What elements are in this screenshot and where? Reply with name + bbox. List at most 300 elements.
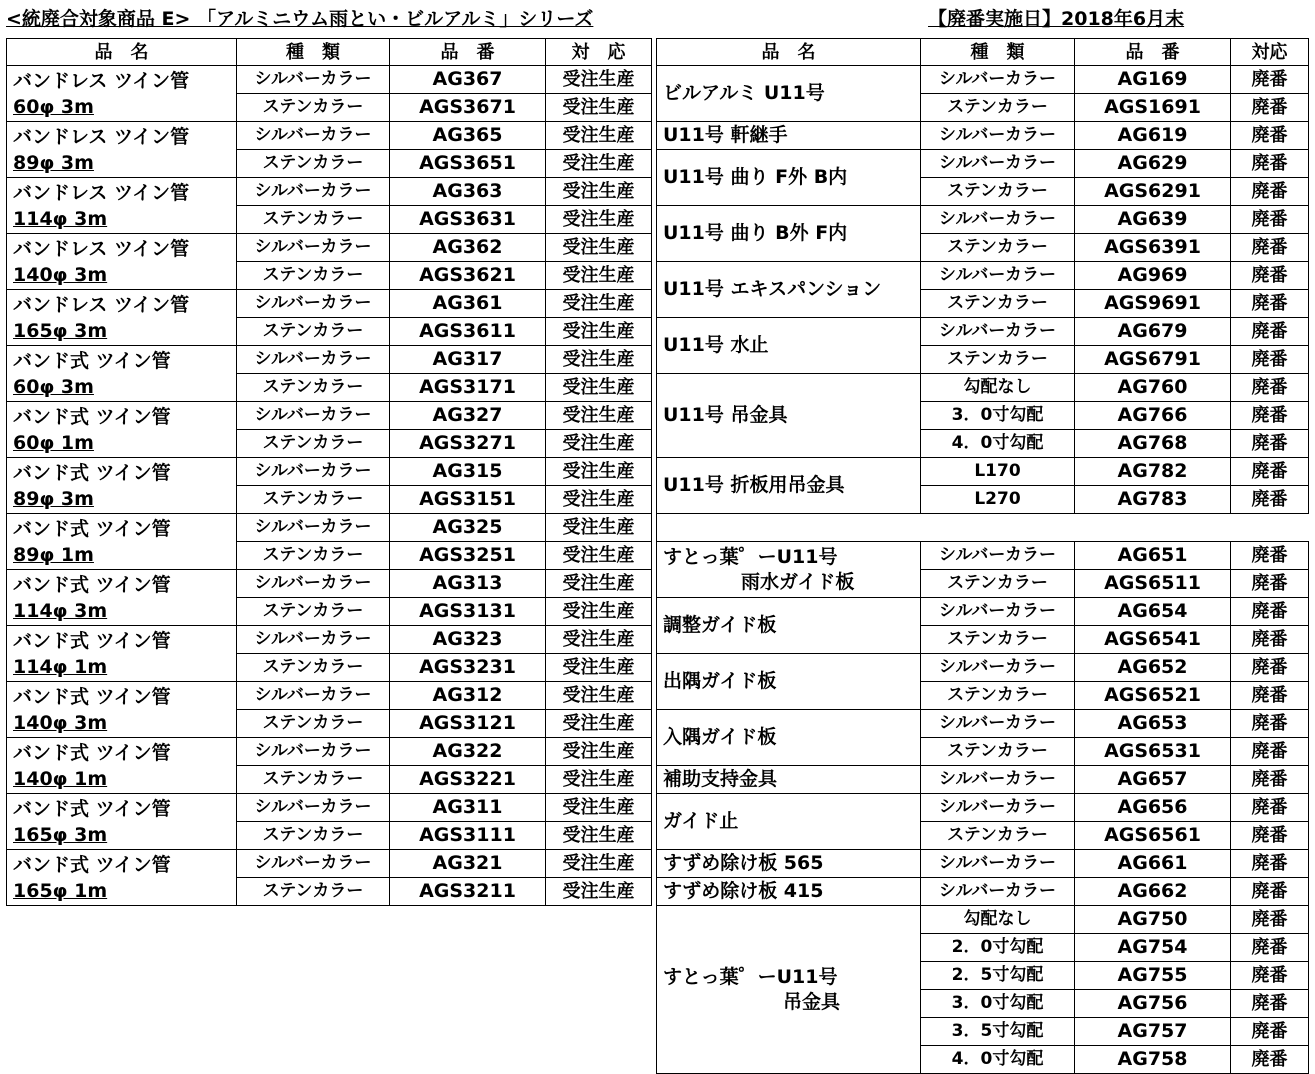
kind-cell: シルバーカラー (921, 598, 1075, 626)
header-resp-right: 対応 (1231, 39, 1309, 66)
code-cell: AG323 (390, 626, 546, 654)
product-name-line2: 60φ 3m (13, 375, 94, 398)
kind-cell: ステンカラー (237, 374, 390, 402)
kind-cell: シルバーカラー (237, 290, 390, 318)
header-code-right: 品 番 (1075, 39, 1231, 66)
product-name-line2: 140φ 3m (13, 711, 108, 734)
product-name-line1: バンド式 ツイン管 (13, 405, 171, 428)
kind-cell: シルバーカラー (921, 318, 1075, 346)
product-name-cell (657, 206, 921, 262)
product-name-line1: バンド式 ツイン管 (13, 629, 171, 652)
kind-cell: ステンカラー (921, 682, 1075, 710)
code-cell: AGS3151 (390, 486, 546, 514)
code-cell: AGS6541 (1075, 626, 1231, 654)
code-cell: AGS9691 (1075, 290, 1231, 318)
response-cell: 廃番 (1231, 822, 1309, 850)
product-name-line1: バンド式 ツイン管 (13, 517, 171, 540)
response-cell: 受注生産 (546, 486, 652, 514)
table-row (657, 906, 1309, 934)
kind-cell: シルバーカラー (237, 346, 390, 374)
product-name-text: U11号 吊金具 (663, 404, 788, 426)
kind-cell: シルバーカラー (921, 542, 1075, 570)
table-row (7, 66, 652, 94)
product-name-cell (657, 542, 921, 598)
header-kind: 種 類 (237, 39, 390, 66)
product-name-text: 補助支持金具 (663, 768, 778, 790)
product-name-line2: 60φ 1m (13, 431, 94, 454)
code-cell: AG315 (390, 458, 546, 486)
code-cell: AG169 (1075, 66, 1231, 94)
kind-cell: ステンカラー (237, 318, 390, 346)
kind-cell: シルバーカラー (921, 850, 1075, 878)
response-cell: 受注生産 (546, 346, 652, 374)
kind-cell: ステンカラー (237, 822, 390, 850)
product-name-cell (7, 178, 237, 234)
response-cell: 受注生産 (546, 682, 652, 710)
kind-cell: シルバーカラー (237, 178, 390, 206)
product-name-text: 調整ガイド板 (663, 614, 777, 636)
kind-cell: シルバーカラー (237, 122, 390, 150)
table-row (7, 290, 652, 318)
kind-cell: シルバーカラー (921, 122, 1075, 150)
product-name-cell (657, 458, 921, 514)
table-row (657, 66, 1309, 94)
product-name-cell (7, 850, 237, 906)
code-cell: AG756 (1075, 990, 1231, 1018)
table-row (7, 570, 652, 598)
kind-cell: ステンカラー (921, 346, 1075, 374)
product-name-line2: 雨水ガイド板 (741, 570, 855, 593)
right-product-table (656, 38, 1309, 1074)
code-cell: AGS3611 (390, 318, 546, 346)
code-cell: AGS3111 (390, 822, 546, 850)
response-cell: 廃番 (1231, 178, 1309, 206)
kind-cell: シルバーカラー (921, 262, 1075, 290)
kind-cell: シルバーカラー (237, 570, 390, 598)
product-name-text: U11号 エキスパンション (663, 278, 882, 300)
kind-cell: シルバーカラー (921, 794, 1075, 822)
response-cell: 廃番 (1231, 598, 1309, 626)
product-name-line2: 140φ 3m (13, 263, 108, 286)
response-cell: 廃番 (1231, 374, 1309, 402)
kind-cell: シルバーカラー (921, 150, 1075, 178)
product-name-line1: バンド式 ツイン管 (13, 853, 171, 876)
table-row (7, 514, 652, 542)
table-row (657, 318, 1309, 346)
response-cell: 受注生産 (546, 766, 652, 794)
response-cell: 受注生産 (546, 402, 652, 430)
kind-cell: ステンカラー (237, 486, 390, 514)
product-name-line2: 165φ 3m (13, 823, 108, 846)
code-cell: AG755 (1075, 962, 1231, 990)
table-row (7, 234, 652, 262)
product-name-cell (657, 374, 921, 458)
product-name-line2: 114φ 1m (13, 655, 108, 678)
kind-cell: シルバーカラー (237, 514, 390, 542)
product-name-line1: バンド式 ツイン管 (13, 797, 171, 820)
response-cell: 廃番 (1231, 346, 1309, 374)
code-cell: AGS3271 (390, 430, 546, 458)
response-cell: 受注生産 (546, 654, 652, 682)
table-row (7, 850, 652, 878)
kind-cell: シルバーカラー (237, 402, 390, 430)
table-row (657, 850, 1309, 878)
response-cell: 廃番 (1231, 934, 1309, 962)
kind-cell: シルバーカラー (237, 458, 390, 486)
product-name-line2: 114φ 3m (13, 207, 108, 230)
response-cell: 受注生産 (546, 122, 652, 150)
code-cell: AG325 (390, 514, 546, 542)
product-name-cell (657, 262, 921, 318)
response-cell: 廃番 (1231, 122, 1309, 150)
code-cell: AGS3621 (390, 262, 546, 290)
code-cell: AG312 (390, 682, 546, 710)
response-cell: 受注生産 (546, 430, 652, 458)
code-cell: AG760 (1075, 374, 1231, 402)
header-code: 品 番 (390, 39, 546, 66)
kind-cell: シルバーカラー (237, 850, 390, 878)
response-cell: 廃番 (1231, 850, 1309, 878)
code-cell: AGS3651 (390, 150, 546, 178)
product-name-line2: 140φ 1m (13, 767, 108, 790)
response-cell: 廃番 (1231, 486, 1309, 514)
response-cell: 廃番 (1231, 542, 1309, 570)
code-cell: AG758 (1075, 1046, 1231, 1074)
product-name-cell (7, 514, 237, 570)
response-cell: 廃番 (1231, 402, 1309, 430)
response-cell: 受注生産 (546, 794, 652, 822)
kind-cell: ステンカラー (921, 178, 1075, 206)
code-cell: AG969 (1075, 262, 1231, 290)
left-product-table (6, 38, 652, 906)
response-cell: 廃番 (1231, 654, 1309, 682)
code-cell: AGS6391 (1075, 234, 1231, 262)
product-name-line1: バンドレス ツイン管 (13, 181, 190, 204)
page-title (6, 4, 593, 31)
product-name-cell (657, 66, 921, 122)
code-cell: AG361 (390, 290, 546, 318)
product-name-line2: 60φ 3m (13, 95, 94, 118)
code-cell: AG754 (1075, 934, 1231, 962)
kind-cell: ステンカラー (237, 654, 390, 682)
response-cell: 受注生産 (546, 850, 652, 878)
product-name-line1: バンド式 ツイン管 (13, 349, 171, 372)
code-cell: AGS3121 (390, 710, 546, 738)
product-name-cell (657, 150, 921, 206)
header-name-right: 品 名 (657, 39, 921, 66)
product-name-cell (7, 794, 237, 850)
response-cell: 廃番 (1231, 290, 1309, 318)
response-cell: 受注生産 (546, 542, 652, 570)
response-cell: 廃番 (1231, 66, 1309, 94)
product-name-cell (7, 122, 237, 178)
kind-cell: 4．0寸勾配 (921, 1046, 1075, 1074)
product-name-line1: バンド式 ツイン管 (13, 685, 171, 708)
code-cell: AG656 (1075, 794, 1231, 822)
table-row (657, 542, 1309, 570)
kind-cell: シルバーカラー (237, 682, 390, 710)
response-cell: 廃番 (1231, 430, 1309, 458)
product-name-cell (7, 738, 237, 794)
header-kind-right: 種 類 (921, 39, 1075, 66)
table-row (657, 794, 1309, 822)
kind-cell: ステンカラー (237, 878, 390, 906)
response-cell: 受注生産 (546, 626, 652, 654)
table-row (7, 682, 652, 710)
code-cell: AG782 (1075, 458, 1231, 486)
table-row (657, 878, 1309, 906)
response-cell: 受注生産 (546, 234, 652, 262)
product-name-line2: 89φ 1m (13, 543, 94, 566)
response-cell: 廃番 (1231, 766, 1309, 794)
response-cell: 受注生産 (546, 710, 652, 738)
product-name-cell (7, 402, 237, 458)
product-name-line1: バンドレス ツイン管 (13, 69, 190, 92)
code-cell: AG653 (1075, 710, 1231, 738)
response-cell: 受注生産 (546, 878, 652, 906)
product-name-line1: バンド式 ツイン管 (13, 461, 171, 484)
table-row (7, 178, 652, 206)
code-cell: AG362 (390, 234, 546, 262)
response-cell: 廃番 (1231, 878, 1309, 906)
kind-cell: ステンカラー (237, 766, 390, 794)
product-name-text: U11号 曲り B外 F内 (663, 222, 848, 244)
code-cell: AG327 (390, 402, 546, 430)
header-name: 品 名 (7, 39, 237, 66)
product-name-cell (7, 682, 237, 738)
code-cell: AG311 (390, 794, 546, 822)
product-name-cell (657, 122, 921, 150)
product-name-cell (657, 878, 921, 906)
table-row (657, 374, 1309, 402)
code-cell: AGS6511 (1075, 570, 1231, 598)
kind-cell: ステンカラー (921, 822, 1075, 850)
response-cell: 受注生産 (546, 206, 652, 234)
response-cell: 受注生産 (546, 178, 652, 206)
kind-cell: ステンカラー (237, 262, 390, 290)
product-name-line2: 89φ 3m (13, 487, 94, 510)
response-cell: 廃番 (1231, 906, 1309, 934)
kind-cell: ステンカラー (921, 234, 1075, 262)
kind-cell: シルバーカラー (237, 794, 390, 822)
code-cell: AGS3211 (390, 878, 546, 906)
table-row (657, 654, 1309, 682)
kind-cell: ステンカラー (921, 626, 1075, 654)
kind-cell: 2．5寸勾配 (921, 962, 1075, 990)
response-cell: 受注生産 (546, 262, 652, 290)
code-cell: AG783 (1075, 486, 1231, 514)
response-cell: 廃番 (1231, 1046, 1309, 1074)
response-cell: 廃番 (1231, 962, 1309, 990)
code-cell: AGS6291 (1075, 178, 1231, 206)
right-header-row (657, 39, 1309, 66)
response-cell: 受注生産 (546, 374, 652, 402)
response-cell: 廃番 (1231, 626, 1309, 654)
product-name-text: すずめ除け板 565 (663, 852, 824, 874)
product-name-line1: バンドレス ツイン管 (13, 293, 190, 316)
product-name-line2: 165φ 3m (13, 319, 108, 342)
product-name-text: U11号 折板用吊金具 (663, 474, 845, 496)
product-name-cell (7, 570, 237, 626)
response-cell: 受注生産 (546, 458, 652, 486)
product-name-text: すずめ除け板 415 (663, 880, 824, 902)
table-row (657, 598, 1309, 626)
code-cell: AGS3231 (390, 654, 546, 682)
code-cell: AG639 (1075, 206, 1231, 234)
code-cell: AG317 (390, 346, 546, 374)
kind-cell: 勾配なし (921, 374, 1075, 402)
response-cell: 廃番 (1231, 262, 1309, 290)
response-cell: 廃番 (1231, 570, 1309, 598)
product-name-text: ビルアルミ U11号 (663, 82, 825, 104)
kind-cell: シルバーカラー (921, 206, 1075, 234)
product-name-cell (7, 626, 237, 682)
code-cell: AG365 (390, 122, 546, 150)
table-row (657, 766, 1309, 794)
product-name-cell (7, 458, 237, 514)
response-cell: 廃番 (1231, 710, 1309, 738)
product-name-text: U11号 軒継手 (663, 124, 788, 146)
table-row (657, 458, 1309, 486)
kind-cell: シルバーカラー (237, 234, 390, 262)
response-cell: 廃番 (1231, 738, 1309, 766)
product-name-line2: 89φ 3m (13, 151, 94, 174)
table-row (657, 122, 1309, 150)
code-cell: AGS3171 (390, 374, 546, 402)
code-cell: AG322 (390, 738, 546, 766)
product-name-cell (657, 850, 921, 878)
code-cell: AGS3221 (390, 766, 546, 794)
product-name-cell (657, 318, 921, 374)
kind-cell: ステンカラー (921, 570, 1075, 598)
response-cell: 受注生産 (546, 738, 652, 766)
response-cell: 廃番 (1231, 682, 1309, 710)
kind-cell: ステンカラー (237, 94, 390, 122)
table-row (657, 150, 1309, 178)
code-cell: AGS3251 (390, 542, 546, 570)
product-name-text: U11号 曲り F外 B内 (663, 166, 848, 188)
code-cell: AGS3131 (390, 598, 546, 626)
response-cell: 廃番 (1231, 1018, 1309, 1046)
response-cell: 廃番 (1231, 150, 1309, 178)
kind-cell: シルバーカラー (237, 738, 390, 766)
response-cell: 受注生産 (546, 318, 652, 346)
kind-cell: ステンカラー (237, 542, 390, 570)
response-cell: 廃番 (1231, 234, 1309, 262)
kind-cell: 4．0寸勾配 (921, 430, 1075, 458)
code-cell: AGS3631 (390, 206, 546, 234)
table-row (657, 206, 1309, 234)
code-cell: AG768 (1075, 430, 1231, 458)
code-cell: AGS6561 (1075, 822, 1231, 850)
table-row (657, 710, 1309, 738)
kind-cell: シルバーカラー (921, 654, 1075, 682)
kind-cell: ステンカラー (237, 430, 390, 458)
table-row (7, 626, 652, 654)
kind-cell: シルバーカラー (921, 878, 1075, 906)
product-name-cell (657, 654, 921, 710)
product-name-text: ガイド止 (663, 810, 739, 832)
code-cell: AGS6531 (1075, 738, 1231, 766)
response-cell: 廃番 (1231, 794, 1309, 822)
product-name-cell (657, 598, 921, 654)
response-cell: 廃番 (1231, 318, 1309, 346)
response-cell: 受注生産 (546, 570, 652, 598)
code-cell: AG766 (1075, 402, 1231, 430)
code-cell: AG750 (1075, 906, 1231, 934)
product-name-cell (657, 710, 921, 766)
kind-cell: シルバーカラー (921, 66, 1075, 94)
product-name-line1: バンド式 ツイン管 (13, 741, 171, 764)
code-cell: AGS3671 (390, 94, 546, 122)
response-cell: 廃番 (1231, 206, 1309, 234)
response-cell: 受注生産 (546, 598, 652, 626)
kind-cell: ステンカラー (921, 738, 1075, 766)
product-name-cell (7, 66, 237, 122)
table-row (7, 346, 652, 374)
code-cell: AG367 (390, 66, 546, 94)
table-row (7, 794, 652, 822)
kind-cell: シルバーカラー (237, 626, 390, 654)
code-cell: AG757 (1075, 1018, 1231, 1046)
response-cell: 受注生産 (546, 290, 652, 318)
kind-cell: ステンカラー (237, 150, 390, 178)
product-name-line2: 114φ 3m (13, 599, 108, 622)
implementation-date (928, 4, 1184, 31)
product-name-cell (657, 794, 921, 850)
code-cell: AG679 (1075, 318, 1231, 346)
response-cell: 廃番 (1231, 990, 1309, 1018)
table-row (7, 402, 652, 430)
kind-cell: シルバーカラー (921, 766, 1075, 794)
code-cell: AG321 (390, 850, 546, 878)
product-name-text: 入隅ガイド板 (663, 726, 777, 748)
header-resp: 対 応 (546, 39, 652, 66)
response-cell: 受注生産 (546, 66, 652, 94)
product-name-line2: 吊金具 (783, 990, 841, 1013)
code-cell: AG313 (390, 570, 546, 598)
product-name-line2: 165φ 1m (13, 879, 108, 902)
code-cell: AG651 (1075, 542, 1231, 570)
product-name-line1: バンドレス ツイン管 (13, 125, 190, 148)
product-name-cell (7, 346, 237, 402)
kind-cell: L170 (921, 458, 1075, 486)
table-row (7, 122, 652, 150)
response-cell: 廃番 (1231, 458, 1309, 486)
product-name-cell (7, 290, 237, 346)
implementation-date-text: 【廃番実施日】2018年6月末 (928, 8, 1185, 30)
response-cell: 受注生産 (546, 94, 652, 122)
spacer-cell (657, 514, 1309, 542)
product-name-text: 出隅ガイド板 (663, 670, 777, 692)
code-cell: AGS6791 (1075, 346, 1231, 374)
code-cell: AG662 (1075, 878, 1231, 906)
kind-cell: 3．5寸勾配 (921, 1018, 1075, 1046)
code-cell: AG654 (1075, 598, 1231, 626)
page-title-text: <統廃合対象商品 E> 「アルミニウム雨とい・ビルアルミ」シリーズ (6, 8, 594, 30)
code-cell: AG657 (1075, 766, 1231, 794)
response-cell: 廃番 (1231, 94, 1309, 122)
kind-cell: ステンカラー (237, 206, 390, 234)
table-row (657, 262, 1309, 290)
kind-cell: 2．0寸勾配 (921, 934, 1075, 962)
left-header-row (7, 39, 652, 66)
product-name-text: U11号 水止 (663, 334, 769, 356)
code-cell: AGS6521 (1075, 682, 1231, 710)
kind-cell: L270 (921, 486, 1075, 514)
product-name-cell (657, 766, 921, 794)
product-name-cell (7, 234, 237, 290)
